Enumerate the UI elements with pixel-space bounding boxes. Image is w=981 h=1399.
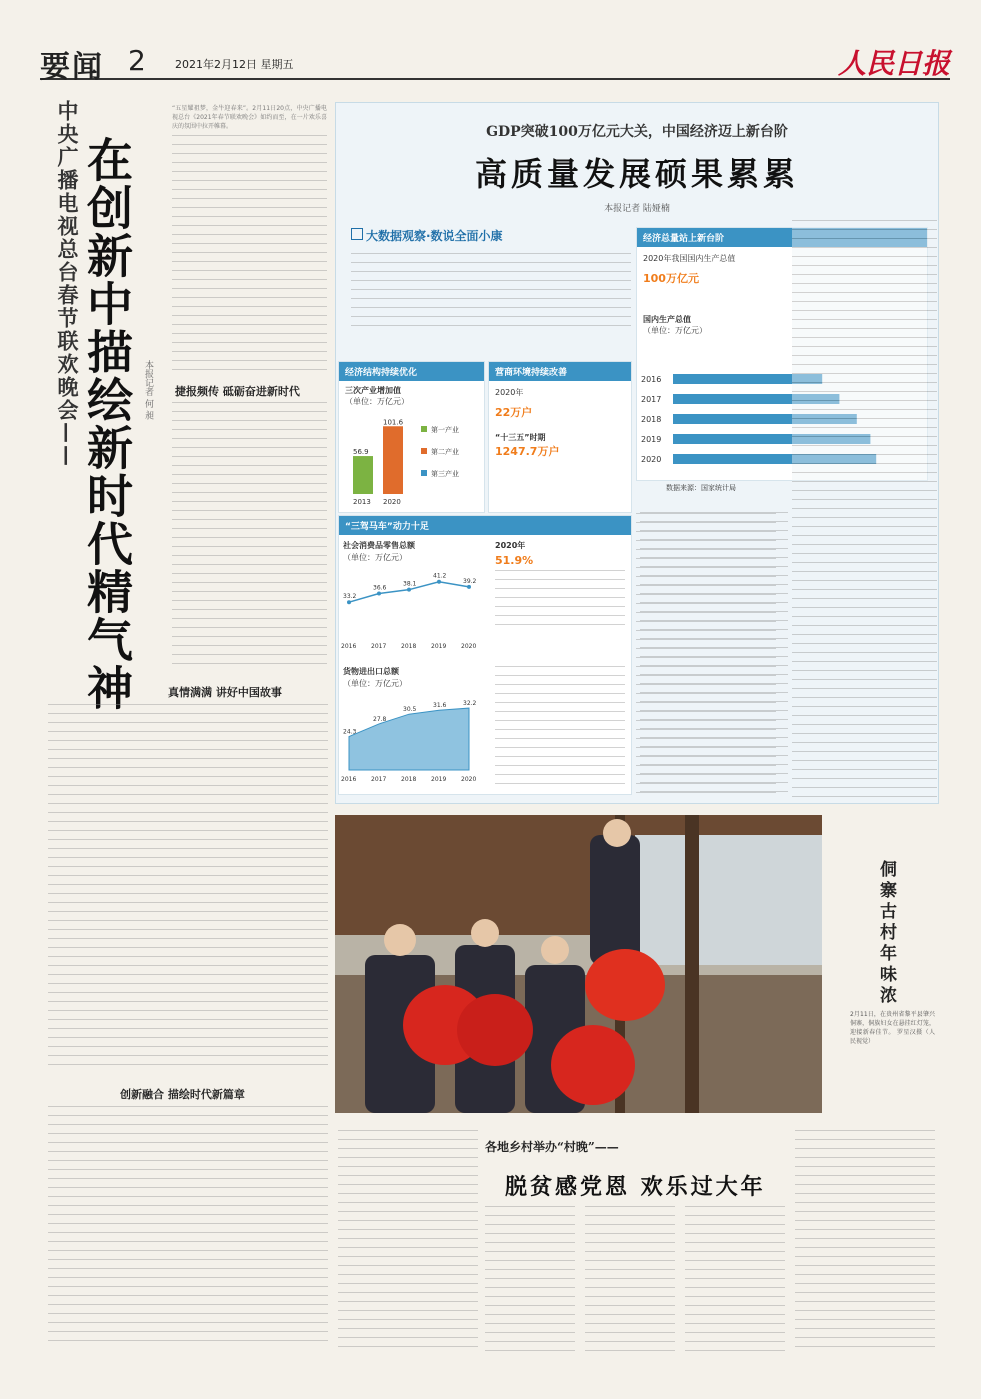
panel-title: “三驾马车”动力十足 [339, 516, 631, 535]
article-topic: 中央广播电视总台春节联欢晚会—— [55, 100, 80, 468]
panel-title: 营商环境持续改善 [489, 362, 631, 381]
gdp-year-label: 2018 [641, 415, 662, 424]
goods-year-label: 2018 [401, 776, 417, 783]
cunwan-headline: 各地乡村举办“村晚”—— [485, 1140, 619, 1154]
text-column [172, 135, 327, 374]
gdp-year-label: 2016 [641, 375, 662, 384]
demand-text [495, 666, 625, 786]
gdp-unit: （单位：万亿元） [643, 326, 707, 335]
goods-value-label: 24.3 [343, 728, 357, 736]
article-title: 在创新中描绘新时代精气神 [80, 136, 134, 712]
retail-point [407, 588, 411, 592]
industry-unit: （单位：万亿元） [345, 397, 409, 406]
goods-value-label: 31.6 [433, 702, 447, 710]
business-value: 22万户 [495, 406, 533, 419]
gdp-byline: 本报记者 陆娅楠 [604, 204, 670, 214]
retail-point [347, 600, 351, 604]
goods-series-area [349, 708, 469, 770]
industry-year-label: 2020 [383, 498, 401, 506]
text-column [48, 1106, 328, 1346]
retail-pct: 51.9% [495, 554, 534, 567]
retail-year-label: 2019 [431, 643, 447, 650]
legend-swatch [421, 448, 427, 454]
retail-value-label: 39.2 [463, 577, 477, 585]
legend-label: 第一产业 [431, 426, 459, 434]
gdp-2020-label: 2020年我国国内生产总值 [643, 254, 736, 263]
industry-chart-title: 三次产业增加值 [345, 386, 401, 395]
gdp-axis-label: 国内生产总值 [643, 315, 691, 324]
gdp-headline: GDP突破100万亿元大关，中国经济迈上新台阶 [486, 124, 788, 140]
legend-label: 第三产业 [431, 470, 459, 478]
intro-text [351, 253, 631, 333]
retail-value-label: 41.2 [433, 572, 447, 580]
retail-year-label: 2016 [341, 643, 357, 650]
industry-bar [353, 456, 373, 494]
legend-swatch [421, 426, 427, 432]
goods-value-label: 32.2 [463, 700, 477, 708]
industry-year-label: 2013 [353, 498, 371, 506]
retail-point [437, 580, 441, 584]
retail-year-label: 2018 [401, 643, 417, 650]
business-year: 2020年 [495, 388, 524, 397]
business-period: “十三五”时期 [495, 433, 546, 442]
retail-point [377, 592, 381, 596]
panel-title: 经济总量站上新台阶 [637, 228, 927, 247]
photo-title: 侗寨古村年味浓 [876, 860, 896, 1007]
gdp-year-label: 2017 [641, 395, 662, 404]
goods-year-label: 2017 [371, 776, 387, 783]
lead-text: “五星耀祖梦，金牛迎春来”。2月11日20点，中央广播电视总台《2021年春节联欢晚会》如约而至，在一片欢乐喜庆的氛围中拉开帷幕。 [172, 105, 327, 130]
newspaper-logo: 人民日报 [837, 47, 950, 80]
data-source: 数据来源：国家统计局 [666, 484, 736, 492]
text-column [585, 1206, 675, 1351]
gdp-year-label: 2020 [641, 455, 662, 464]
page-header [40, 42, 950, 85]
dong-village-photo [335, 815, 822, 1113]
goods-chart-title: 货物进出口总额 [343, 667, 399, 676]
retail-point [467, 585, 471, 589]
industry-value-label: 101.6 [383, 418, 404, 427]
gdp-value: 100万亿元 [643, 272, 699, 285]
retail-unit: （单位：万亿元） [343, 553, 407, 562]
goods-year-label: 2019 [431, 776, 447, 783]
legend-label: 第二产业 [431, 448, 459, 456]
text-column [685, 1206, 785, 1351]
panel-title: 经济结构持续优化 [339, 362, 484, 381]
goods-value-label: 30.5 [403, 706, 417, 714]
panel-industry [338, 361, 485, 513]
text-column [172, 402, 327, 672]
photo-credit: 罗星汉摄（人民视觉） [850, 1029, 935, 1045]
text-column [48, 704, 328, 1069]
article-byline: 本报记者 何 昶 [143, 360, 153, 420]
legend-swatch [421, 470, 427, 476]
panel-business [488, 361, 632, 513]
goods-year-label: 2016 [341, 776, 357, 783]
bar-chart-icon [351, 228, 363, 240]
section-name: 要闻 [40, 50, 104, 85]
cunwan-title: 脱贫感党恩 欢乐过大年 [505, 1174, 766, 1200]
photo-caption-block [850, 1010, 935, 1100]
retail-value-label: 36.6 [373, 584, 387, 592]
photo-illustration [335, 815, 822, 1113]
gdp-year-label: 2019 [641, 435, 662, 444]
big-data-label: 大数据观察·数说全面小康 [351, 227, 503, 244]
text-column [792, 220, 937, 800]
industry-value-label: 56.9 [353, 448, 369, 457]
page-number: 2 [128, 44, 146, 77]
text-column [338, 1130, 478, 1350]
subhead-3: 创新融合 描绘时代新篇章 [120, 1088, 245, 1101]
text-column [485, 1206, 575, 1351]
industry-bar [383, 426, 403, 494]
goods-area-chart [339, 690, 479, 790]
retail-year-label: 2020 [461, 643, 477, 650]
gdp-title: 高质量发展硕果累累 [474, 155, 799, 193]
business-value2: 1247.7万户 [495, 445, 560, 458]
retail-year: 2020年 [495, 541, 526, 550]
retail-chart-title: 社会消费品零售总额 [343, 541, 415, 550]
industry-bar-chart [339, 406, 479, 508]
demand-text [495, 570, 625, 630]
issue-date: 2021年2月12日 星期五 [175, 58, 294, 71]
article-lead [172, 104, 327, 374]
text-column [640, 512, 788, 797]
photo-caption: 2月11日，在贵州省黎平县肇兴侗寨，侗族妇女在悬挂红灯笼，迎接新春佳节。 [850, 1011, 935, 1036]
panel-demand [338, 515, 632, 795]
retail-value-label: 33.2 [343, 593, 357, 601]
text-column [795, 1130, 935, 1350]
subhead-1: 捷报频传 砥砺奋进新时代 [175, 385, 300, 398]
retail-year-label: 2017 [371, 643, 387, 650]
retail-value-label: 38.1 [403, 580, 417, 588]
subhead-2: 真情满满 讲好中国故事 [168, 686, 282, 699]
goods-unit: （单位：万亿元） [343, 679, 407, 688]
goods-value-label: 27.8 [373, 715, 387, 723]
retail-line-chart [339, 564, 479, 654]
goods-year-label: 2020 [461, 776, 477, 783]
